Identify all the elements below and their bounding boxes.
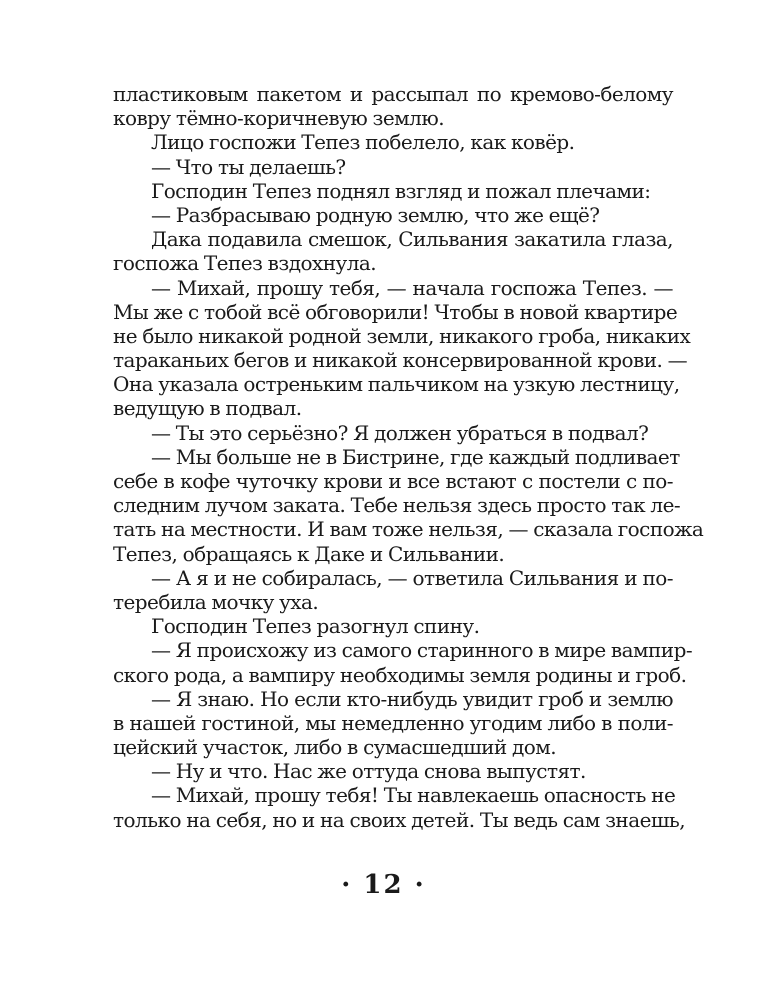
text-line: ковру тёмно-коричневую землю. (113, 106, 444, 131)
text-line: — Я знаю. Но если кто-нибудь увидит гроб и землю (151, 686, 673, 711)
text-line: цейский участок, либо в сумасшедший дом. (113, 735, 557, 760)
text-line: — Я происхожу из самого старинного в мире вампир- (151, 638, 693, 663)
text-line: — Ты это серьёзно? Я должен убраться в подвал? (151, 420, 649, 445)
text-line: тать на местности. И вам тоже нельзя, — сказала госпожа (113, 517, 704, 542)
text-line: Тепез, обращаясь к Даке и Сильвании. (113, 541, 505, 566)
text-line: — Михай, прошу тебя! Ты навлекаешь опасность не (151, 783, 676, 808)
text-line: следним лучом заката. Тебе нельзя здесь просто так ле- (113, 493, 681, 518)
text-line: Лицо госпожи Тепез побелело, как ковёр. (151, 130, 575, 155)
text-line: Дака подавила смешок, Сильвания закатила глаза, (151, 227, 673, 252)
text-line: тараканьих бегов и никакой консервированной крови. — (113, 348, 688, 373)
text-line: Мы же с тобой всё обговорили! Чтобы в новой квартире (113, 299, 678, 324)
text-line: — Мы больше не в Бистрине, где каждый подливает (151, 444, 680, 469)
text-line: Господин Тепез поднял взгляд и пожал плечами: (151, 178, 651, 203)
text-line: себе в кофе чуточку крови и все встают с постели с по- (113, 469, 673, 493)
text-line: Господин Тепез разогнул спину. (151, 614, 480, 639)
page-number: · 12 · (341, 870, 426, 900)
text-line: не было никакой родной земли, никакого гроба, никаких (113, 323, 691, 348)
text-line: — Михай, прошу тебя, — начала госпожа Тепез. — (151, 275, 673, 300)
text-line: в нашей гостиной, мы немедленно угодим либо в поли- (113, 710, 673, 735)
text-line: пластиковым пакетом и рассыпал по кремово-белому (113, 82, 673, 106)
text-line: — Разбрасываю родную землю, что же ещё? (151, 202, 600, 227)
text-line: ведущую в подвал. (113, 396, 302, 421)
text-line: ского рода, а вампиру необходимы земля родины и гроб. (113, 662, 687, 687)
text-line: только на себя, но и на своих детей. Ты ведь сам знаешь, (113, 807, 686, 832)
page-text (113, 82, 704, 832)
text-line: госпожа Тепез вздохнула. (113, 251, 377, 276)
text-line: Она указала остреньким пальчиком на узкую лестницу, (113, 372, 680, 397)
text-line: — Что ты делаешь? (151, 154, 346, 179)
text-line: — Ну и что. Нас же оттуда снова выпустят. (151, 759, 586, 784)
text-line: — А я и не собиралась, — ответила Сильвания и по- (151, 565, 673, 590)
text-line: теребила мочку уха. (113, 589, 319, 614)
